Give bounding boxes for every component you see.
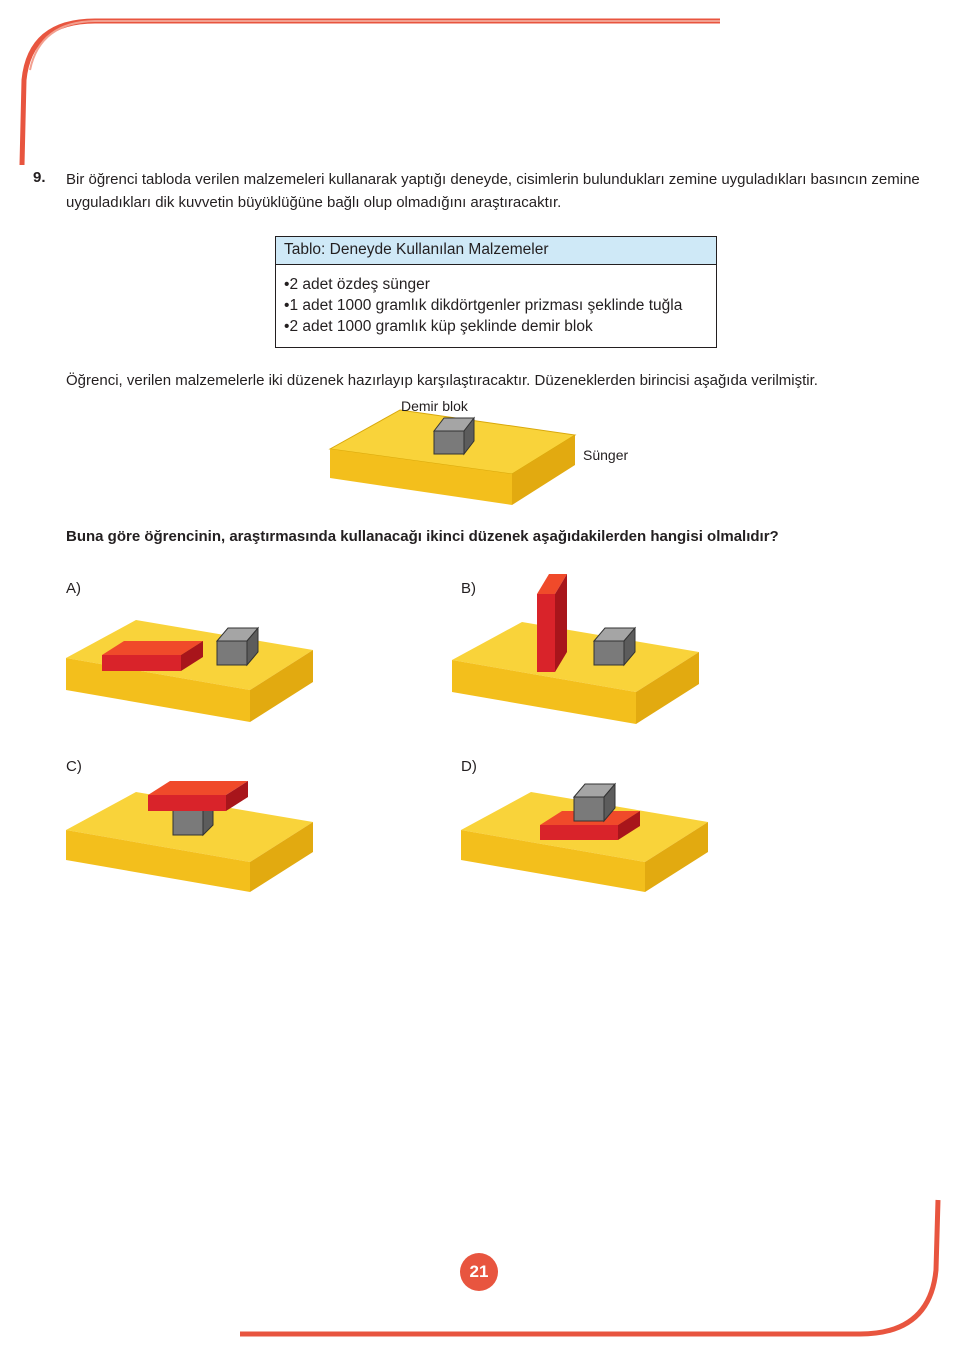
brick-illustration xyxy=(537,574,567,672)
question-prompt: Buna göre öğrencinin, araştırmasında kullanacağı ikinci düzenek aşağıdakilerden hangisi olmalıdır? xyxy=(66,528,779,545)
iron-block-illustration xyxy=(574,784,615,821)
sponge-label: Sünger xyxy=(583,447,629,463)
option-b-label[interactable]: B) xyxy=(461,580,476,597)
page-number-badge: 21 xyxy=(460,1253,498,1291)
brick-illustration xyxy=(102,641,203,671)
material-item: • 2 adet özdeş sünger xyxy=(284,274,708,295)
option-d-label[interactable]: D) xyxy=(461,758,477,775)
materials-table-title: Tablo: Deneyde Kullanılan Malzemeler xyxy=(276,237,716,265)
option-b-figure xyxy=(452,574,699,724)
material-item: • 2 adet 1000 gramlık küp şeklinde demir blok xyxy=(284,316,708,337)
iron-block-illustration xyxy=(594,628,635,665)
question-number: 9. xyxy=(33,169,46,186)
option-c-figure xyxy=(66,781,313,892)
option-c-label[interactable]: C) xyxy=(66,758,82,775)
intro-text: Öğrenci, verilen malzemelerle iki düzenek hazırlayıp karşılaştıracaktır. Düzeneklerden birincisi aşağıda verilmiştir. xyxy=(66,372,818,389)
material-item: • 1 adet 1000 gramlık dikdörtgenler prizması şeklinde tuğla xyxy=(284,295,708,316)
iron-block-label: Demir blok xyxy=(401,398,468,414)
option-a-figure xyxy=(66,620,313,722)
option-a-label[interactable]: A) xyxy=(66,580,81,597)
brick-illustration xyxy=(148,781,248,811)
option-d-figure xyxy=(461,784,708,892)
question-text: Bir öğrenci tabloda verilen malzemeleri kullanarak yaptığı deneyde, cisimlerin bulundukları zemine uyguladıkları basıncın zemine uyguladıkları dik kuvvetin büyüklüğüne bağlı olup olmadığını araştıracaktır. xyxy=(66,171,920,211)
iron-block-illustration xyxy=(217,628,258,665)
